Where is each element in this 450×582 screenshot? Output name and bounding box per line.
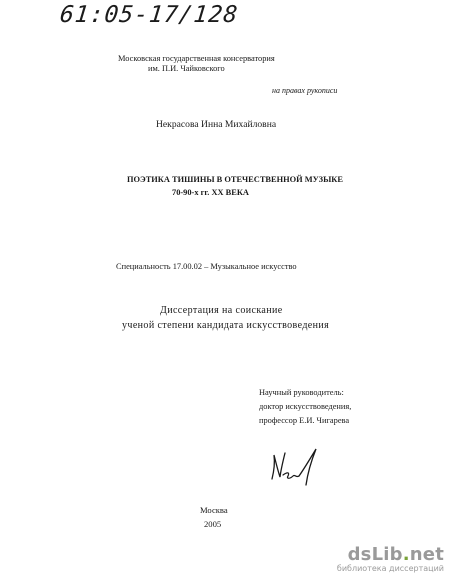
watermark-logo xyxy=(348,544,444,565)
dissertation-line2: ученой степени кандидата искусствоведения xyxy=(122,320,330,331)
institution-line1: Московская государственная консерватория xyxy=(118,54,275,63)
watermark-logo-dot: . xyxy=(402,544,410,565)
dissertation-line1: Диссертация на соискание xyxy=(160,305,283,316)
footer-city: Москва xyxy=(200,505,228,515)
specialty-line: Специальность 17.00.02 – Музыкальное искусство xyxy=(116,262,297,271)
watermark-logo-main: dsLib xyxy=(347,544,403,565)
supervisor-line3: профессор Е.И. Чигарева xyxy=(259,416,350,425)
author-name: Некрасова Инна Михайловна xyxy=(156,119,277,130)
footer-year: 2005 xyxy=(204,519,222,529)
watermark-logo-tld: net xyxy=(409,544,444,565)
dslib-watermark xyxy=(324,544,444,576)
rights-note: на правах рукописи xyxy=(272,86,338,95)
supervisor-line2: доктор искусствоведения, xyxy=(259,402,352,411)
archive-code: 61:05-17/128 xyxy=(58,2,240,28)
title-line2: 70-90-х гг. XX ВЕКА xyxy=(172,188,249,197)
watermark-subtitle: библиотека диссертаций xyxy=(336,564,444,573)
institution-line2: им. П.И. Чайковского xyxy=(148,64,225,73)
signature-image xyxy=(266,445,326,495)
title-line1: ПОЭТИКА ТИШИНЫ В ОТЕЧЕСТВЕННОЙ МУЗЫКЕ xyxy=(127,175,343,184)
supervisor-line1: Научный руководитель: xyxy=(259,388,344,397)
